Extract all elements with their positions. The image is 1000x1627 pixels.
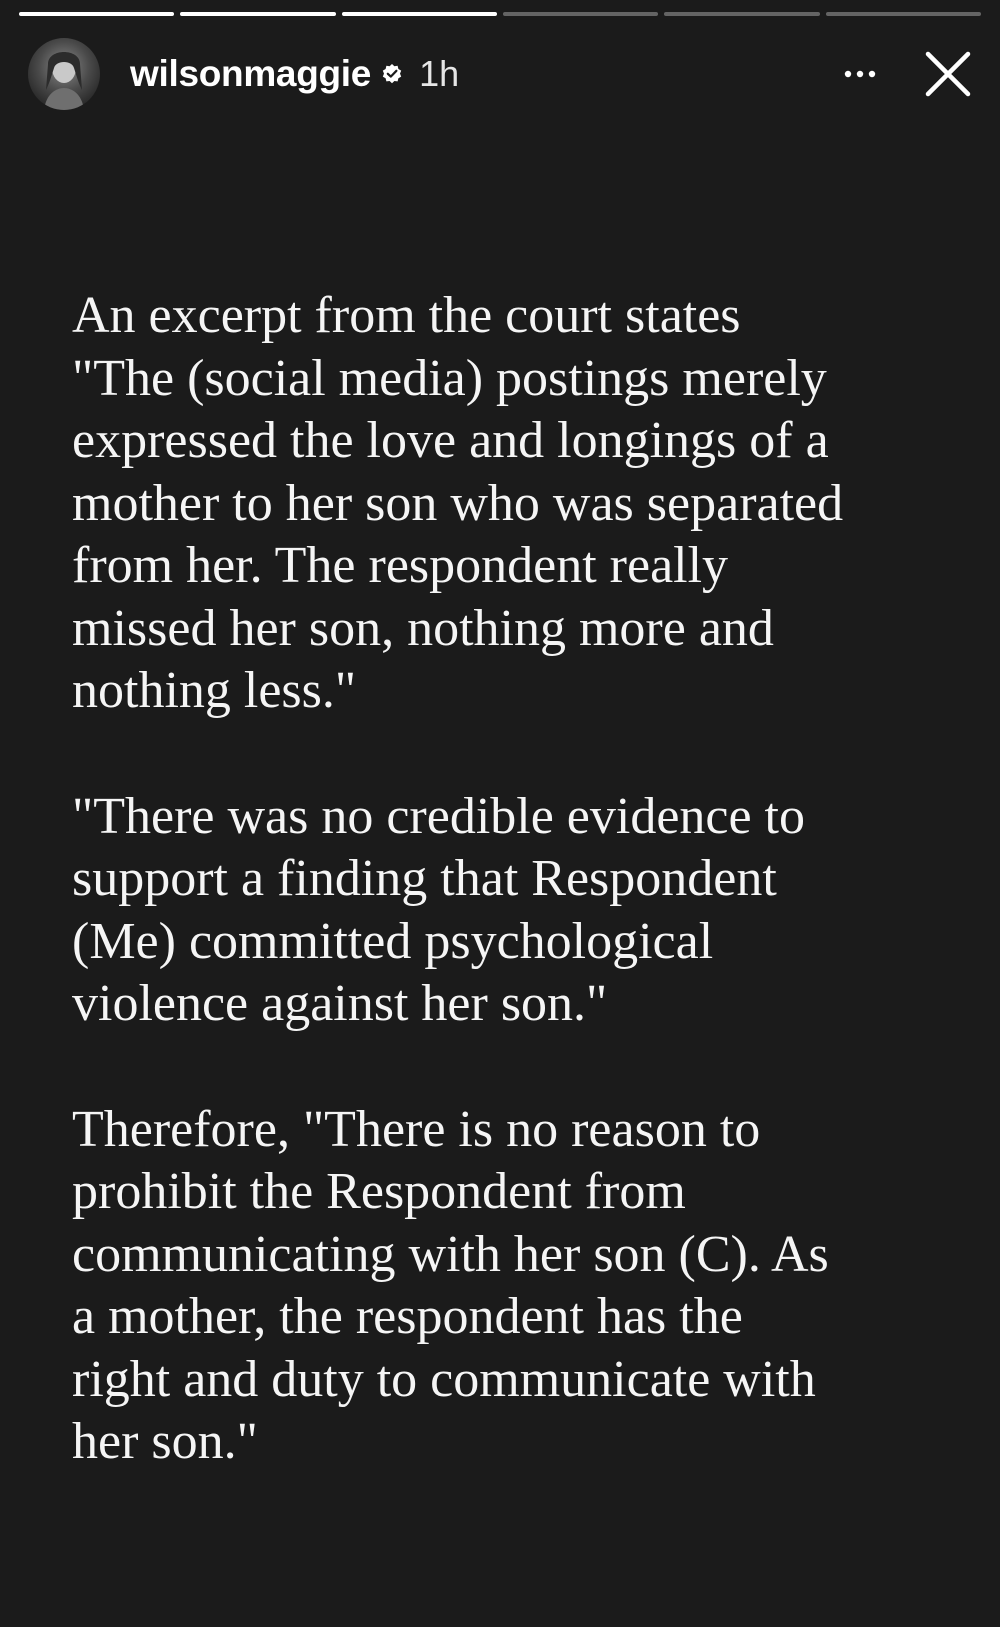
verified-badge-icon — [381, 63, 403, 85]
progress-segment-2 — [180, 12, 335, 16]
avatar[interactable] — [28, 38, 100, 110]
story-paragraph-1: An excerpt from the court states "The (social media) postings merely expressed the love and longings of a mother to her son who was separated from her. The respondent really missed her son, nothing more and nothing less." — [72, 287, 844, 719]
close-x-icon — [924, 50, 972, 98]
progress-segment-6 — [826, 12, 981, 16]
progress-segment-4 — [503, 12, 658, 16]
story-paragraph-2: "There was no credible evidence to support a finding that Respondent (Me) committed psychological violence against her son." — [72, 787, 806, 1032]
progress-segment-5 — [664, 12, 819, 16]
more-horizontal-icon — [840, 69, 880, 79]
story-timestamp: 1h — [419, 53, 460, 94]
progress-segment-3 — [342, 12, 497, 16]
story-paragraph-3: Therefore, "There is no reason to prohibit the Respondent from communicating with her son (C). As a mother, the respondent has the right and duty to communicate with her son." — [72, 1100, 829, 1470]
story-header — [28, 36, 972, 112]
story-username[interactable]: wilsonmaggie — [130, 53, 372, 94]
story-progress-bar — [19, 12, 981, 16]
story-text-content — [72, 285, 952, 1537]
close-story-button[interactable] — [924, 50, 972, 98]
progress-segment-1 — [19, 12, 174, 16]
more-options-button[interactable] — [838, 52, 882, 96]
avatar-portrait-icon — [28, 38, 100, 110]
